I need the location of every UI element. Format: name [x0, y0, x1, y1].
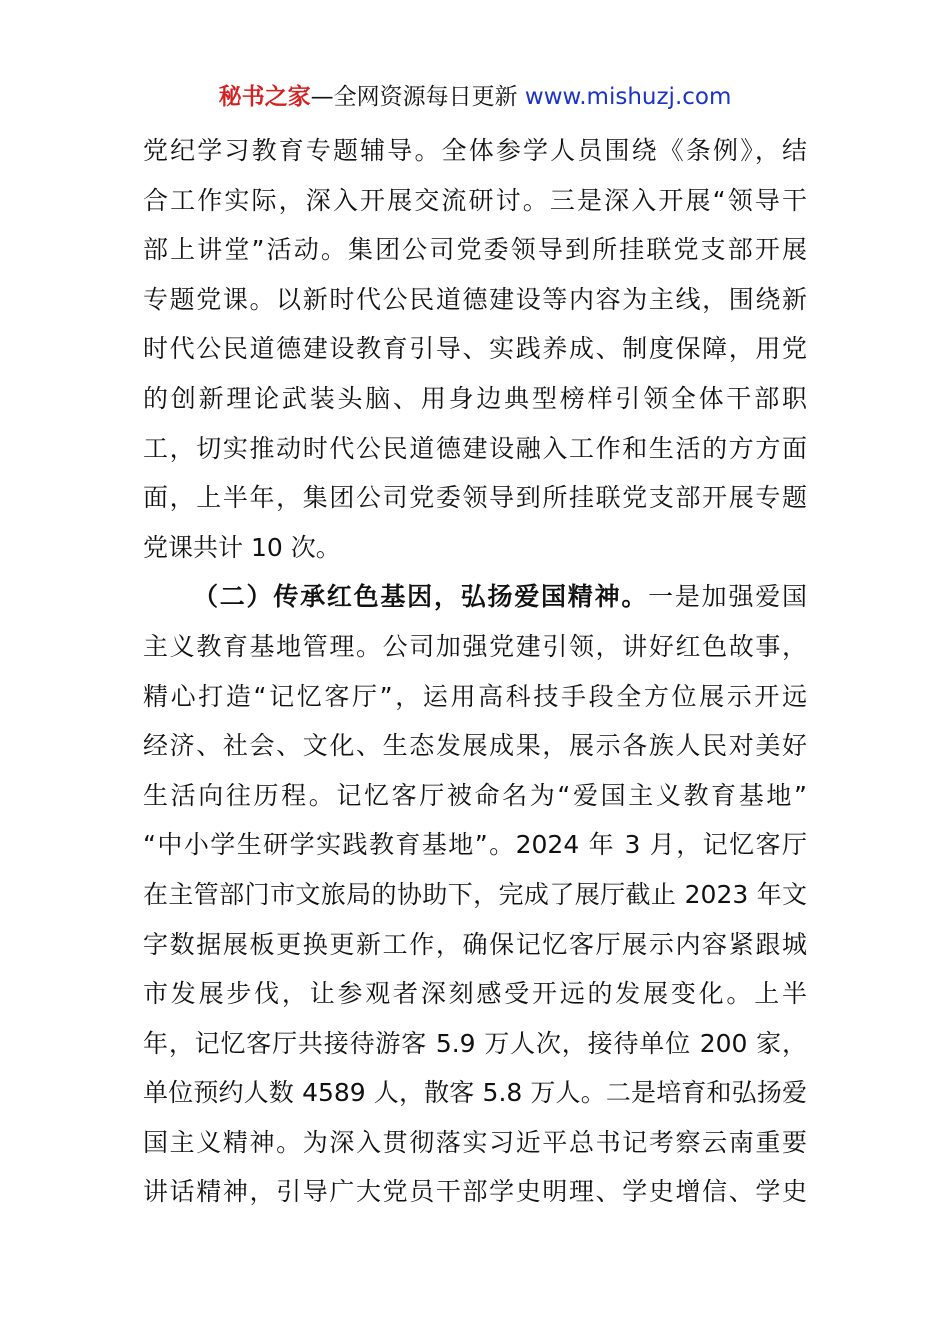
- text-line: 经济、社会、文化、生态发展成果，展示各族人民对美好: [143, 731, 807, 761]
- text-line: 年，记忆客厅共接待游客 5.9 万人次，接待单位 200 家，: [143, 1028, 807, 1058]
- text-line: 字数据展板更换更新工作，确保记忆客厅展示内容紧跟城: [143, 929, 807, 959]
- text-line: 在主管部门市文旅局的协助下，完成了展厅截止 2023 年文: [143, 879, 807, 909]
- section-first-line-text: 一是加强爱国: [648, 582, 807, 612]
- text-line: 单位预约人数 4589 人，散客 5.8 万人。二是培育和弘扬爱: [143, 1078, 807, 1108]
- section-heading: （二）传承红色基因，弘扬爱国精神。: [193, 582, 649, 612]
- text-line: 的创新理论武装头脑、用身边典型榜样引领全体干部职: [143, 383, 807, 413]
- section-first-line: [143, 572, 807, 622]
- header-url-link[interactable]: www.mishuzj.com: [524, 84, 732, 110]
- text-line: 国主义精神。为深入贯彻落实习近平总书记考察云南重要: [143, 1127, 807, 1157]
- text-line: 时代公民道德建设教育引导、实践养成、制度保障，用党: [143, 334, 807, 364]
- text-line: 党纪学习教育专题辅导。全体参学人员围绕《条例》，结: [143, 136, 807, 165]
- document-body: [143, 126, 807, 1217]
- text-line: 专题党课。以新时代公民道德建设等内容为主线，围绕新: [143, 284, 807, 314]
- text-line: 部上讲堂”活动。集团公司党委领导到所挂联党支部开展: [143, 235, 807, 265]
- text-line: 合工作实际，深入开展交流研讨。三是深入开展“领导干: [143, 185, 807, 215]
- text-line: 面，上半年，集团公司党委领导到所挂联党支部开展专题: [143, 483, 807, 513]
- text-line: 精心打造“记忆客厅”，运用高科技手段全方位展示开远: [143, 681, 807, 711]
- page-header: [0, 80, 950, 114]
- header-tagline: —全网资源每日更新: [310, 84, 518, 110]
- text-line: “中小学生研学实践教育基地”。2024 年 3 月，记忆客厅: [143, 830, 807, 860]
- text-line: 主义教育基地管理。公司加强党建引领，讲好红色故事，: [143, 631, 807, 661]
- text-line: 讲话精神，引导广大党员干部学史明理、学史增信、学史: [143, 1177, 807, 1207]
- text-line: 工，切实推动时代公民道德建设融入工作和生活的方方面: [143, 433, 807, 463]
- text-line: 党课共计 10 次。: [143, 532, 341, 562]
- text-line: 市发展步伐，让参观者深刻感受开远的发展变化。上半: [143, 979, 807, 1009]
- text-line: 生活向往历程。记忆客厅被命名为“爱国主义教育基地”: [143, 780, 807, 810]
- header-brand: 秘书之家: [218, 84, 311, 110]
